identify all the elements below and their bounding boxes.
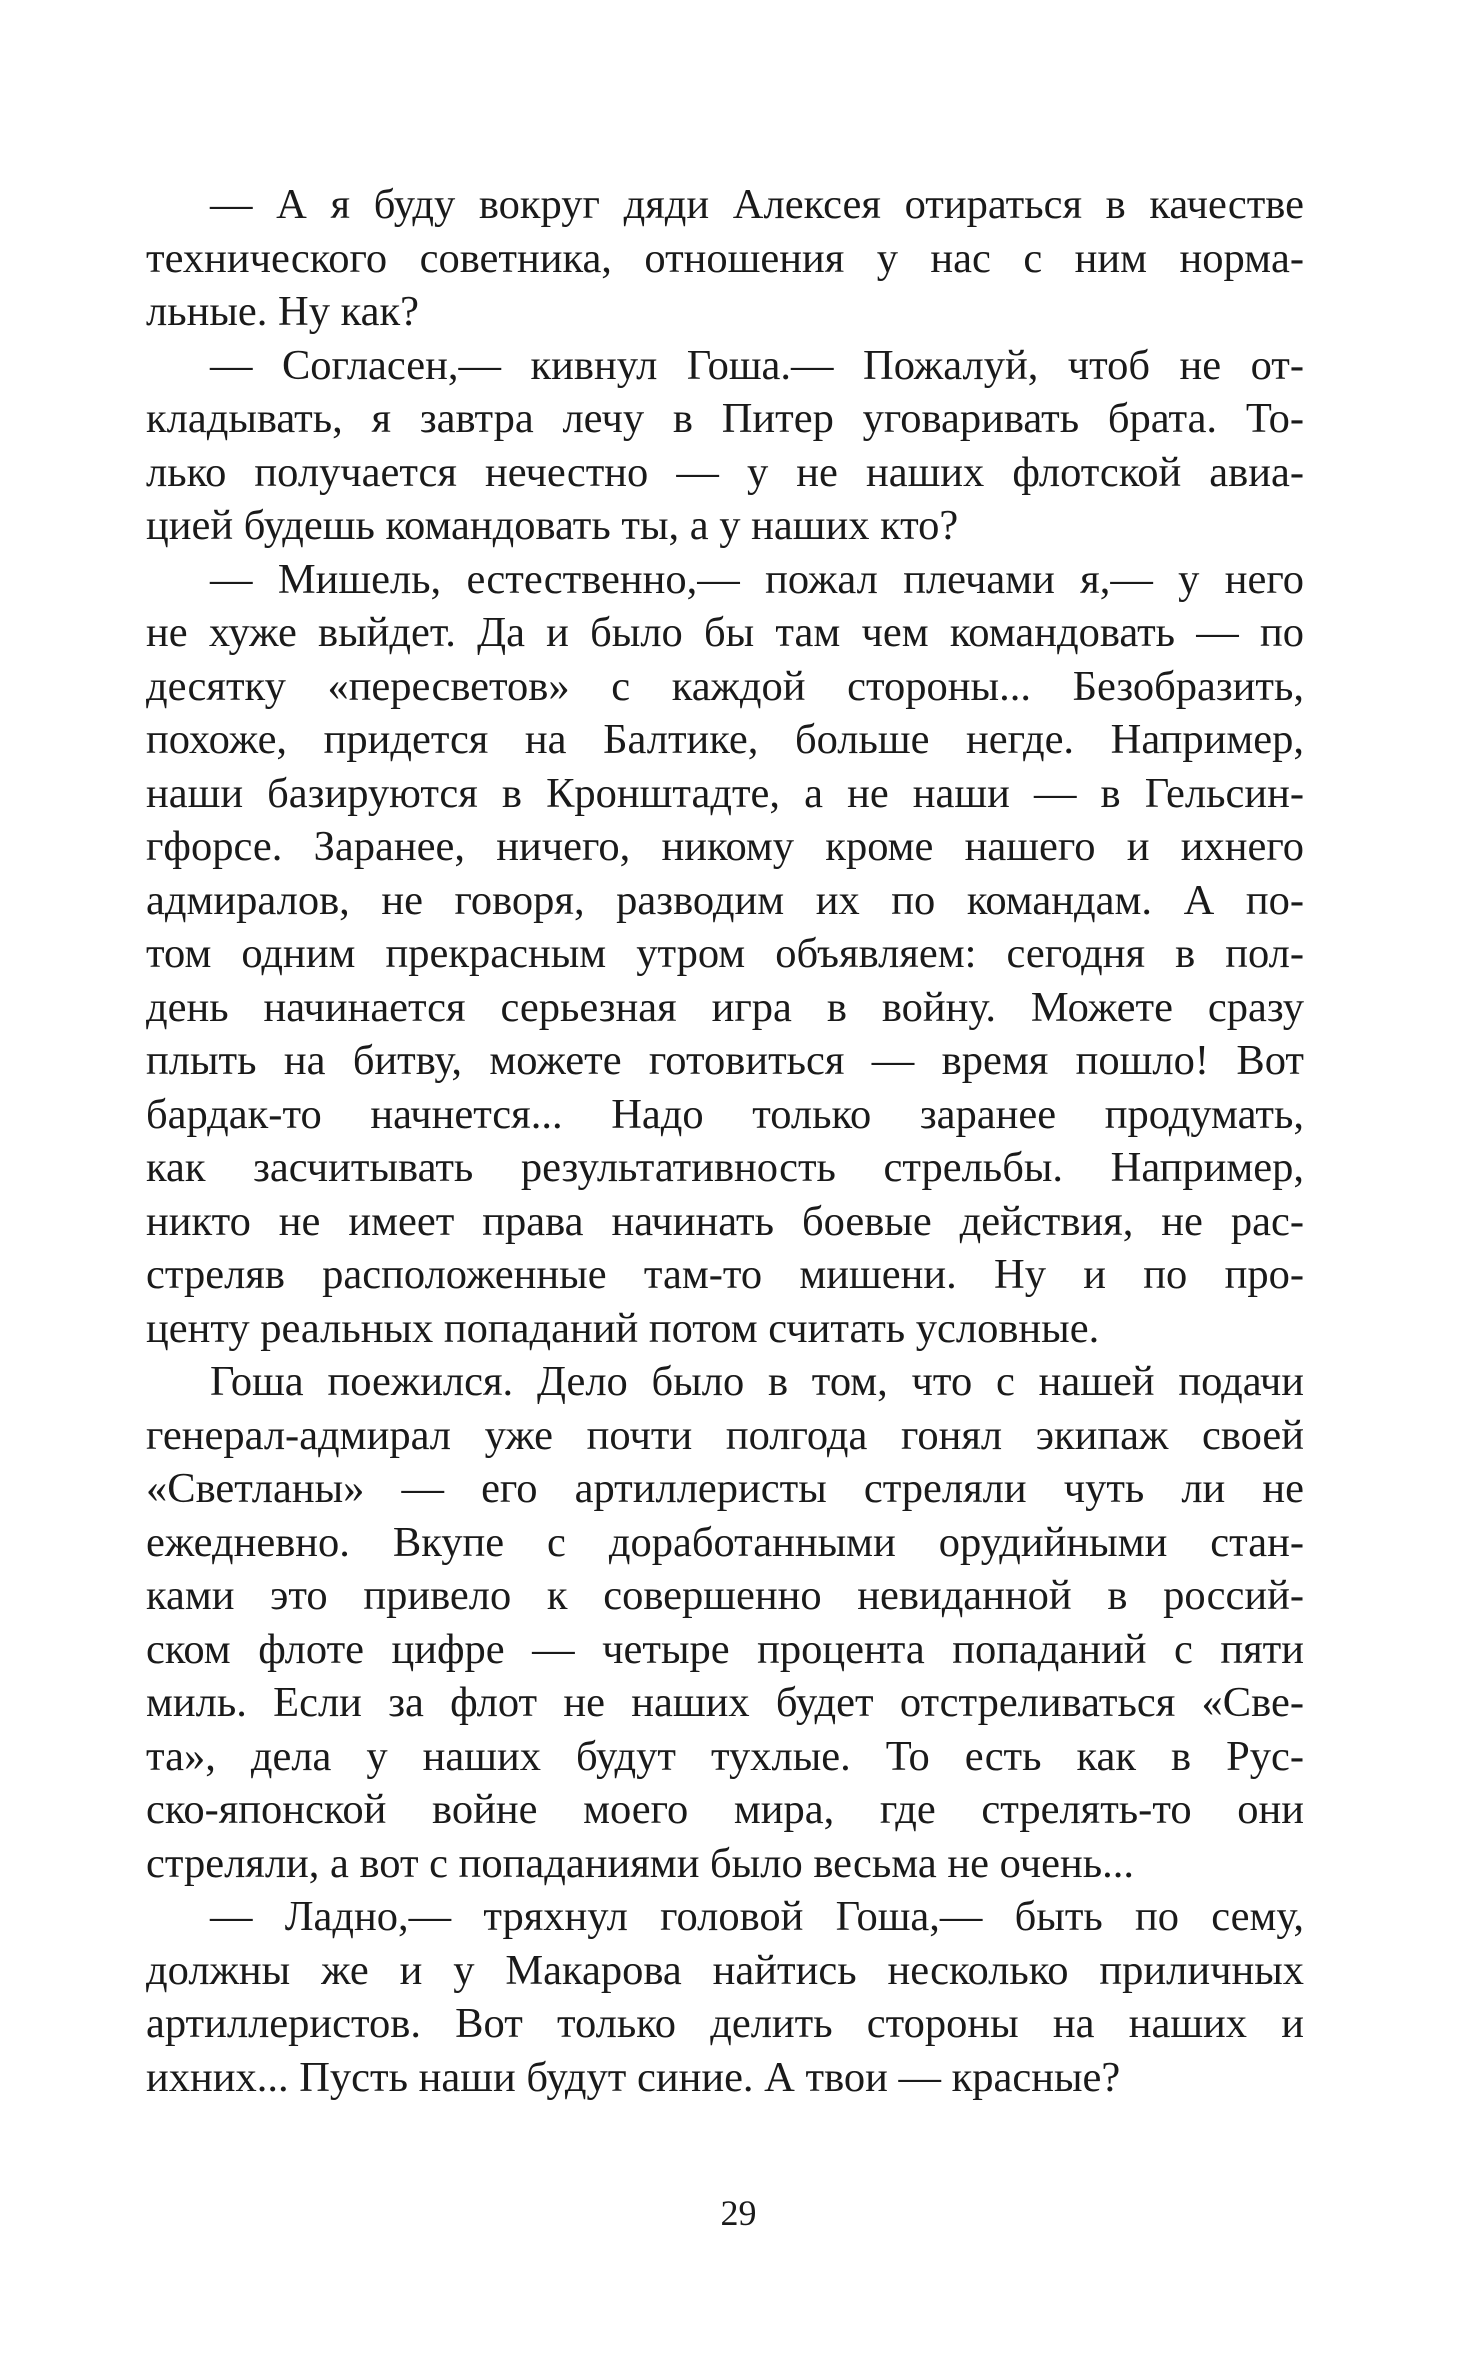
text-line: та», дела у наших будут тухлые. То есть как в Рус- <box>146 1732 1304 1780</box>
text-line: — Мишель, естественно,— пожал плечами я,— у него <box>210 555 1304 603</box>
text-line: — А я буду вокруг дяди Алексея отираться в качестве <box>210 181 1304 228</box>
text-line: кладывать, я завтра лечу в Питер уговаривать брата. То- <box>146 395 1304 442</box>
text-line: цией будешь командовать ты, а у наших кто? <box>146 502 959 549</box>
text-line: льные. Ну как? <box>146 288 419 335</box>
page-number: 29 <box>720 2193 757 2233</box>
text-line: ежедневно. Вкупе с доработанными орудийными стан- <box>146 1518 1304 1566</box>
text-line: десятку «пересветов» с каждой стороны... Безобразить, <box>146 662 1304 710</box>
text-line: «Светланы» — его артиллеристы стреляли чуть ли не <box>146 1465 1304 1512</box>
text-line: плыть на битву, можете готовиться — время пошло! Вот <box>146 1037 1304 1084</box>
text-line: — Ладно,— тряхнул головой Гоша,— быть по сему, <box>210 1893 1304 1940</box>
text-line: бардак-то начнется... Надо только заранее продумать, <box>146 1090 1304 1138</box>
text-line: ском флоте цифре — четыре процента попаданий с пяти <box>146 1625 1304 1673</box>
text-line: лько получается нечестно — у не наших флотской авиа- <box>146 448 1304 496</box>
text-line: миль. Если за флот не наших будет отстреливаться «Све- <box>146 1679 1304 1726</box>
text-line: должны же и у Макарова найтись несколько приличных <box>146 1946 1304 1994</box>
text-line: гфорсе. Заранее, ничего, никому кроме нашего и ихнего <box>146 823 1304 870</box>
text-line: не хуже выйдет. Да и было бы там чем командовать — по <box>146 609 1304 656</box>
text-line: адмиралов, не говоря, разводим их по командам. А по- <box>146 876 1304 924</box>
text-line: Гоша поежился. Дело было в том, что с нашей подачи <box>210 1358 1304 1405</box>
text-line: никто не имеет права начинать боевые действия, не рас- <box>146 1197 1304 1245</box>
text-line: — Согласен,— кивнул Гоша.— Пожалуй, чтоб не от- <box>210 341 1304 389</box>
text-line: похоже, придется на Балтике, больше негде. Например, <box>146 716 1304 763</box>
text-line: технического советника, отношения у нас с ним нормa- <box>146 234 1304 282</box>
page-body <box>146 178 1304 2104</box>
text-line: как засчитывать результативность стрельбы. Например, <box>146 1144 1304 1191</box>
text-line: стреляли, а вот с попаданиями было весьма не очень... <box>146 1839 1135 1887</box>
text-line: наши базируются в Кронштадте, а не наши — в Гельсин- <box>146 769 1304 817</box>
text-line: том одним прекрасным утром объявляем: сегодня в пол- <box>146 930 1304 977</box>
text-line: день начинается серьезная игра в войну. Можете сразу <box>146 983 1304 1031</box>
text-line: генерал-адмирал уже почти полгода гонял экипаж своей <box>146 1411 1304 1459</box>
text-line: артиллеристов. Вот только делить стороны на наших и <box>146 2000 1304 2047</box>
text-line: стреляв расположенные там-то мишени. Ну и по про- <box>146 1251 1304 1298</box>
text-line: ками это привело к совершенно невиданной в россий- <box>146 1572 1304 1619</box>
text-line: ско-японской войне моего мира, где стрелять-то они <box>146 1786 1304 1833</box>
text-line: ихних... Пусть наши будут синие. А твои — красные? <box>146 2053 1121 2101</box>
text-line: центу реальных попаданий потом считать условные. <box>146 1304 1100 1352</box>
